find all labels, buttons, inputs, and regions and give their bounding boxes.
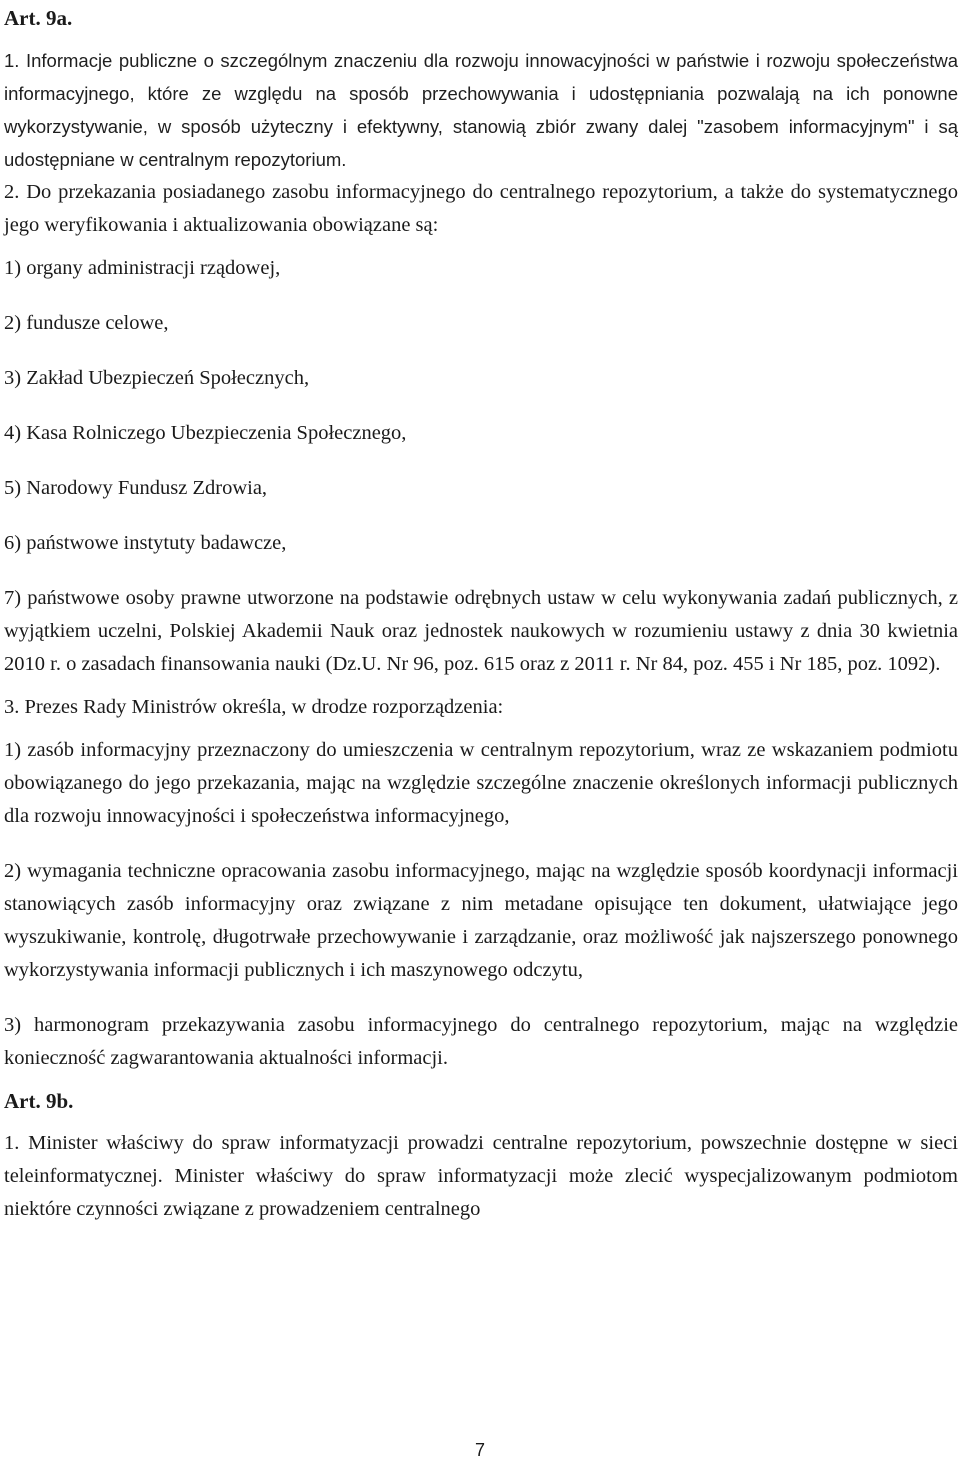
paragraph-3: 3. Prezes Rady Ministrów określa, w drodze rozporządzenia:: [4, 696, 504, 718]
list-item: 3) harmonogram przekazywania zasobu informacyjnego do centralnego repozytorium, mając na względzie konieczność zagwarantowania aktualności informacji.: [4, 1014, 958, 1069]
obligated-entities-list: [4, 252, 958, 681]
article-heading: Art. 9a.: [4, 6, 73, 30]
paragraph-1: 1. Informacje publiczne o szczególnym znaczeniu dla rozwoju innowacyjności w państwie i rozwoju społeczeństwa informacyjnego, które ze względu na sposób przechowywania i udostępniania pozwalają na ich ponowne wykorzystywanie, w sposób użyteczny i efektywny, stanowią zbiór zwany dalej "zasobem informacyjnym" i są udostępniane w centralnym repozytorium.: [4, 50, 958, 170]
article-heading: Art. 9b.: [4, 1089, 74, 1113]
list-item: 5) Narodowy Fundusz Zdrowia,: [4, 477, 268, 499]
list-item: 2) wymagania techniczne opracowania zasobu informacyjnego, mając na względzie sposób koordynacji informacji stanowiących zasób informacyjny oraz związane z nim metadane opisujące ten dokument, ułatwiające jego wyszukiwanie, kontrolę, długotrwałe przechowywanie i zarządzanie, oraz możliwość jak najszerszego ponownego wykorzystywania informacji publicznych i ich maszynowego odczytu,: [4, 860, 958, 981]
list-item: 4) Kasa Rolniczego Ubezpieczenia Społecznego,: [4, 422, 407, 444]
page-number: 7: [474, 1440, 485, 1460]
regulation-items-list: [4, 734, 958, 1075]
list-item: 1) zasób informacyjny przeznaczony do umieszczenia w centralnym repozytorium, wraz ze wskazaniem podmiotu obowiązanego do jego przekazania, mając na względzie szczególne znaczenie określonych informacji publicznych dla rozwoju innowacyjności i społeczeństwa informacyjnego,: [4, 739, 958, 827]
list-item: 6) państwowe instytuty badawcze,: [4, 532, 287, 554]
list-item: 3) Zakład Ubezpieczeń Społecznych,: [4, 367, 310, 389]
list-item: 2) fundusze celowe,: [4, 312, 169, 334]
document-page: [4, 0, 958, 1226]
paragraph-1: 1. Minister właściwy do spraw informatyzacji prowadzi centralne repozytorium, powszechnie dostępne w sieci teleinformatycznej. Minister właściwy do spraw informatyzacji może zlecić wyspecjalizowanym podmiotom niektóre czynności związane z prowadzeniem centralnego: [4, 1132, 958, 1220]
list-item: 7) państwowe osoby prawne utworzone na podstawie odrębnych ustaw w celu wykonywania zadań publicznych, z wyjątkiem uczelni, Polskiej Akademii Nauk oraz jednostek naukowych w rozumieniu ustawy z dnia 30 kwietnia 2010 r. o zasadach finansowania nauki (Dz.U. Nr 96, poz. 615 oraz z 2011 r. Nr 84, poz. 455 i Nr 185, poz. 1092).: [4, 587, 958, 675]
list-item: 1) organy administracji rządowej,: [4, 257, 281, 279]
paragraph-2: 2. Do przekazania posiadanego zasobu informacyjnego do centralnego repozytorium, a także do systematycznego jego weryfikowania i aktualizowania obowiązane są:: [4, 181, 958, 236]
